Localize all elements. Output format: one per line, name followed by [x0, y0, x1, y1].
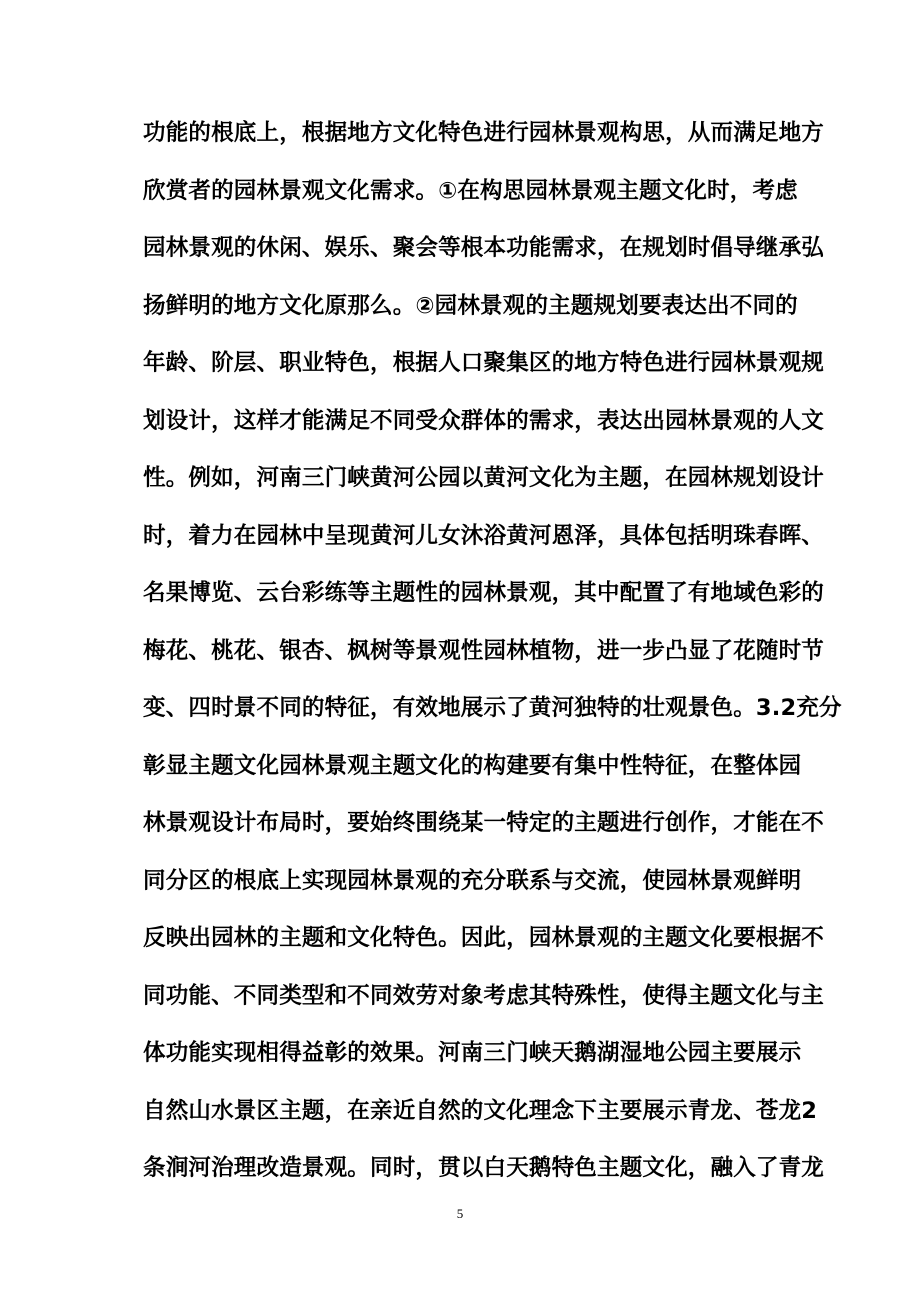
body-text	[143, 105, 842, 1198]
text-line: 园林景观的休闲、娱乐、聚会等根本功能需求，在规划时倡导继承弘	[143, 235, 825, 261]
text-line: 同功能、不同类型和不同效劳对象考虑其特殊性，使得主题文化与主	[143, 982, 825, 1009]
text-line: 年龄、阶层、职业特色，根据人口聚集区的地方特色进行园林景观规	[143, 350, 825, 376]
page-number: 5	[456, 1206, 464, 1221]
text-line: 时，着力在园林中呈现黄河儿女沐浴黄河恩泽，具体包括明珠春晖、	[143, 522, 825, 549]
text-line: 林景观设计布局时，要始终围绕某一特定的主题进行创作，才能在不	[143, 810, 825, 836]
text-line: 反映出园林的主题和文化特色。因此，园林景观的主题文化要根据不	[143, 925, 825, 951]
text-line: 欣赏者的园林景观文化需求。①在构思园林景观主题文化时，考虑	[143, 177, 798, 204]
text-line: 体功能实现相得益彰的效果。河南三门峡天鹅湖湿地公园主要展示	[143, 1040, 802, 1066]
text-line: 同分区的根底上实现园林景观的充分联系与交流，使园林景观鲜明	[143, 867, 802, 894]
text-line: 名果博览、云台彩练等主题性的园林景观，其中配置了有地域色彩的	[143, 580, 825, 606]
text-line: 彰显主题文化园林景观主题文化的构建要有集中性特征，在整体园	[143, 752, 802, 779]
text-line: 条涧河治理改造景观。同时，贯以白天鹅特色主题文化，融入了青龙	[143, 1155, 825, 1181]
text-line: 变、四时景不同的特征，有效地展示了黄河独特的壮观景色。3.2充分	[143, 695, 842, 721]
text-line: 功能的根底上，根据地方文化特色进行园林景观构思，从而满足地方	[143, 120, 825, 146]
text-line: 自然山水景区主题，在亲近自然的文化理念下主要展示青龙、苍龙2	[143, 1097, 818, 1124]
text-line: 性。例如，河南三门峡黄河公园以黄河文化为主题，在园林规划设计	[143, 465, 825, 491]
text-line: 梅花、桃花、银杏、枫树等景观性园林植物，进一步凸显了花随时节	[143, 637, 825, 664]
text-line: 扬鲜明的地方文化原那么。②园林景观的主题规划要表达出不同的	[143, 292, 798, 319]
text-line: 划设计，这样才能满足不同受众群体的需求，表达出园林景观的人文	[143, 407, 825, 434]
